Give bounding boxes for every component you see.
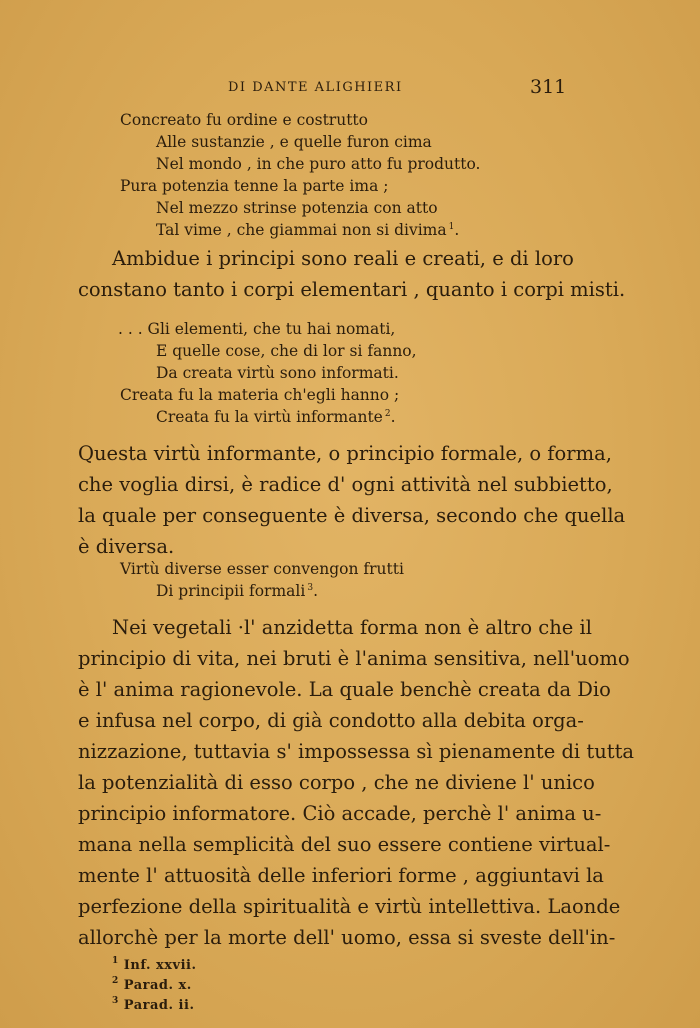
verse-text: Tal vime , che giammai non si divima	[156, 221, 447, 239]
paragraph-line: è diversa.	[78, 535, 175, 558]
footnote	[110, 996, 194, 1016]
footnote-text: Inf. xxvii.	[123, 958, 197, 973]
paragraph-line: constano tanto i corpi elementari , quanto i corpi misti.	[78, 278, 626, 301]
verse-line: Creata fu la materia ch'egli hanno ;	[120, 386, 400, 404]
paragraph-line: è l' anima ragionevole. La quale benchè creata da Dio	[78, 678, 611, 701]
verse-line: Alle sustanzie , e quelle furon cima	[156, 133, 432, 151]
footnote-mark: 3	[112, 996, 119, 1006]
footnote-ref: 2	[384, 409, 391, 419]
verse-line: . . . Gli elementi, che tu hai nomati,	[118, 320, 396, 338]
footnote-text: Parad. ii.	[123, 998, 195, 1013]
paragraph-line: Questa virtù informante, o principio formale, o forma,	[78, 442, 612, 465]
verse-line: Tal vime , che giammai non si divima $^1$.	[156, 221, 460, 239]
verse-text: Creata fu la virtù informante	[156, 408, 383, 426]
verse-text: Di principii formali	[156, 582, 306, 600]
footnote	[110, 956, 196, 976]
paragraph-line: la quale per conseguente è diversa, secondo che quella	[78, 504, 626, 527]
paragraph-line: e infusa nel corpo, di già condotto alla debita orga-	[78, 709, 584, 732]
paragraph-line: mana nella semplicità del suo essere contiene virtual-	[78, 833, 611, 856]
paragraph-line: nizzazione, tuttavia s' impossessa sì pienamente di tutta	[78, 740, 635, 763]
paragraph-line: allorchè per la morte dell' uomo, essa si sveste dell'in-	[78, 926, 616, 949]
verse-line: Di principii formali $^3$.	[156, 582, 318, 600]
footnote-ref: 3	[307, 583, 314, 593]
verse-line: Da creata virtù sono informati.	[156, 364, 399, 382]
paragraph-line: mente l' attuosità delle inferiori forme , aggiuntavi la	[78, 864, 604, 887]
footnote-mark: 1	[112, 956, 119, 966]
verse-line: Nel mondo , in che puro atto fu produtto.	[156, 155, 481, 173]
verse-line: Concreato fu ordine e costrutto	[120, 111, 368, 129]
paragraph-line: Ambidue i principi sono reali e creati, e di loro	[112, 247, 574, 270]
verse-line: Creata fu la virtù informante $^2$.	[156, 408, 396, 426]
footnote-ref: 1	[448, 222, 455, 232]
verse-line: E quelle cose, che di lor si fanno,	[156, 342, 417, 360]
paragraph-line: perfezione della spiritualità e virtù intellettiva. Laonde	[78, 895, 621, 918]
paragraph-line: che voglia dirsi, è radice d' ogni attività nel subbietto,	[78, 473, 613, 496]
page-number: 311	[530, 76, 567, 98]
page-header	[0, 78, 700, 102]
footnote-text: Parad. x.	[123, 978, 192, 993]
verse-line: Pura potenzia tenne la parte ima ;	[120, 177, 389, 195]
paragraph-line: principio di vita, nei bruti è l'anima sensitiva, nell'uomo	[78, 647, 630, 670]
verse-line: Virtù diverse esser convengon frutti	[120, 560, 404, 578]
paragraph-line: Nei vegetali ·l' anzidetta forma non è altro che il	[112, 616, 592, 639]
footnote	[110, 976, 192, 996]
footnote-mark: 2	[112, 976, 119, 986]
paragraph-line: principio informatore. Ciò accade, perchè l' anima u-	[78, 802, 602, 825]
verse-line: Nel mezzo strinse potenzia con atto	[156, 199, 438, 217]
running-head: DI DANTE ALIGHIERI	[228, 80, 403, 95]
paragraph-line: la potenzialità di esso corpo , che ne diviene l' unico	[78, 771, 595, 794]
